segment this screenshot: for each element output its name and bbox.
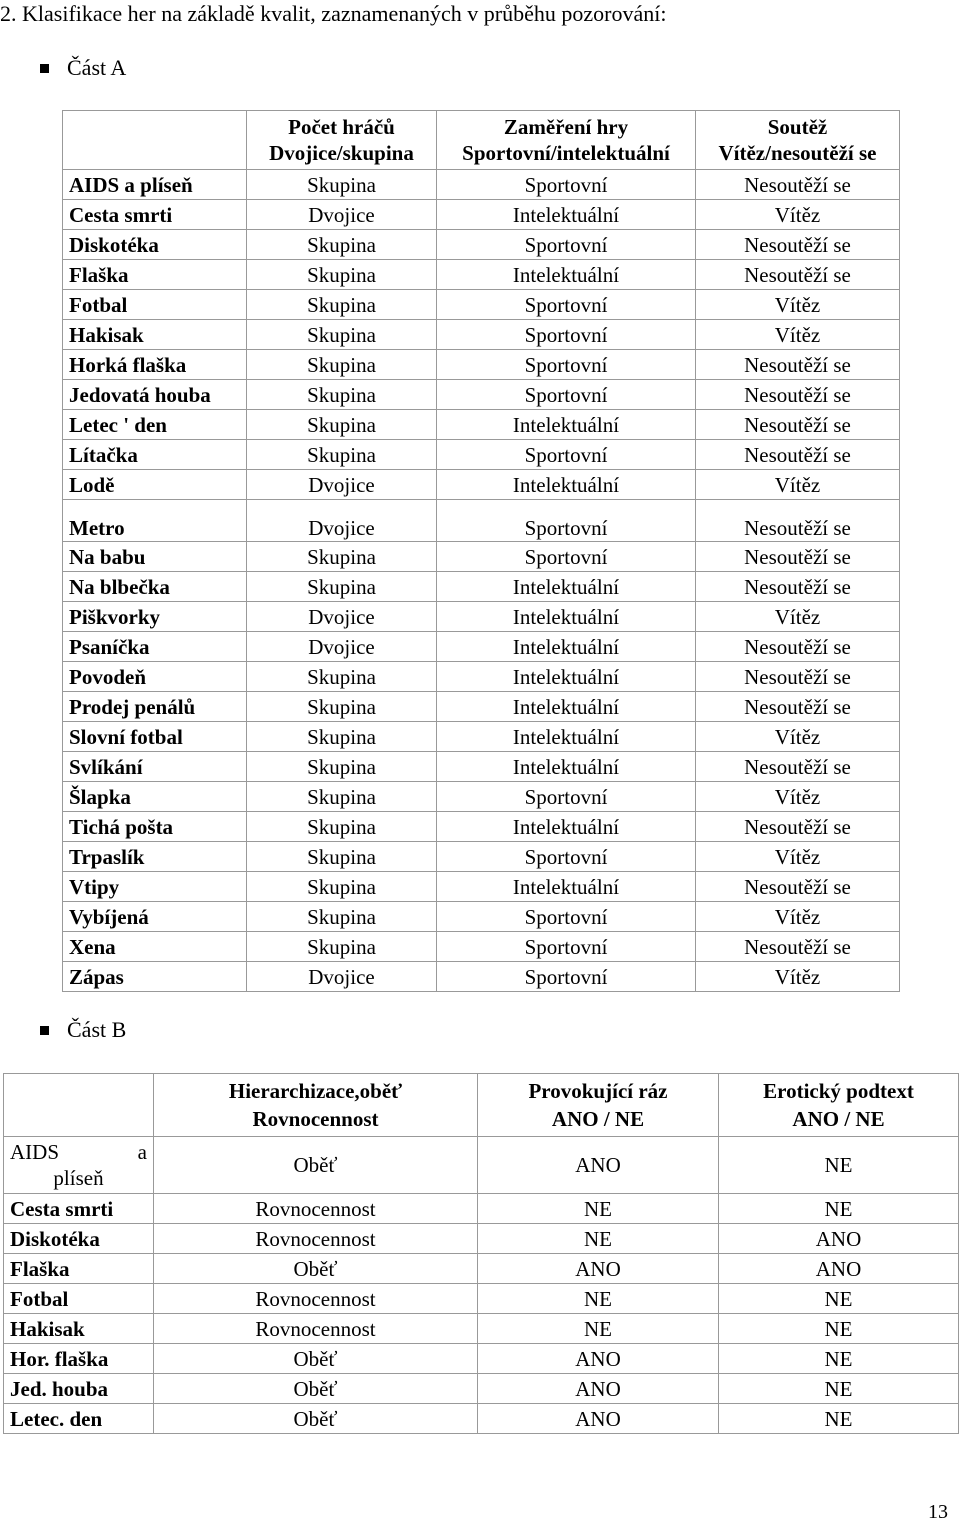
- table-cell: Rovnocennost: [154, 1194, 478, 1224]
- table-cell: Sportovní: [437, 842, 696, 872]
- table-cell: Skupina: [247, 410, 437, 440]
- part-b-label: [40, 1016, 126, 1044]
- row-name: Šlapka: [63, 782, 247, 812]
- table-cell: Nesoutěží se: [696, 440, 900, 470]
- row-name: Svlíkání: [63, 752, 247, 782]
- table-cell: ANO: [478, 1404, 719, 1434]
- table-cell: Skupina: [247, 350, 437, 380]
- table-cell: Sportovní: [437, 230, 696, 260]
- table-cell: Skupina: [247, 872, 437, 902]
- table-cell: Rovnocennost: [154, 1284, 478, 1314]
- table-cell: Nesoutěží se: [696, 752, 900, 782]
- row-name: Xena: [63, 932, 247, 962]
- table-row: [4, 1404, 959, 1434]
- table-row: [63, 500, 900, 542]
- table-cell: Dvojice: [247, 632, 437, 662]
- table-cell: NE: [719, 1137, 959, 1194]
- table-row: [63, 230, 900, 260]
- table-cell: Skupina: [247, 290, 437, 320]
- table-cell: Nesoutěží se: [696, 350, 900, 380]
- table-cell: Skupina: [247, 812, 437, 842]
- table-cell: Nesoutěží se: [696, 692, 900, 722]
- table-cell: Vítěz: [696, 602, 900, 632]
- part-a-label-text: Část A: [67, 55, 127, 80]
- table-cell: Dvojice: [247, 470, 437, 500]
- table-row: [63, 812, 900, 842]
- table-cell: Sportovní: [437, 542, 696, 572]
- table-row: [63, 320, 900, 350]
- table-row: [4, 1254, 959, 1284]
- table-cell: ANO: [478, 1137, 719, 1194]
- table-cell: Dvojice: [247, 602, 437, 632]
- table-cell: Skupina: [247, 572, 437, 602]
- row-name: Letec. den: [4, 1404, 154, 1434]
- table-cell: Vítěz: [696, 782, 900, 812]
- section-heading: 2. Klasifikace her na základě kvalit, zaznamenaných v průběhu pozorování:: [0, 1, 667, 26]
- table-cell: Nesoutěží se: [696, 260, 900, 290]
- table-cell: NE: [719, 1374, 959, 1404]
- table-cell: NE: [478, 1284, 719, 1314]
- table-cell: Vítěz: [696, 470, 900, 500]
- table-cell: Skupina: [247, 782, 437, 812]
- table-cell: Vítěz: [696, 842, 900, 872]
- table-cell: NE: [719, 1344, 959, 1374]
- table-row: [4, 1224, 959, 1254]
- table-row: [63, 722, 900, 752]
- table-row: [63, 932, 900, 962]
- header-empty: [4, 1074, 154, 1137]
- table-row: [4, 1374, 959, 1404]
- table-cell: Nesoutěží se: [696, 812, 900, 842]
- table-row: [4, 1314, 959, 1344]
- table-cell: Intelektuální: [437, 692, 696, 722]
- table-cell: Sportovní: [437, 932, 696, 962]
- row-name: Prodej penálů: [63, 692, 247, 722]
- row-name: Lodě: [63, 470, 247, 500]
- table-cell: Skupina: [247, 230, 437, 260]
- row-name: Metro: [63, 500, 247, 542]
- square-bullet-icon: [40, 64, 49, 73]
- table-cell: Oběť: [154, 1374, 478, 1404]
- table-cell: Skupina: [247, 170, 437, 200]
- table-row: [4, 1194, 959, 1224]
- row-name: Na blbečka: [63, 572, 247, 602]
- table-cell: ANO: [478, 1374, 719, 1404]
- row-name: Trpaslík: [63, 842, 247, 872]
- part-a-label: [40, 54, 126, 82]
- table-cell: Rovnocennost: [154, 1224, 478, 1254]
- table-cell: ANO: [478, 1344, 719, 1374]
- table-row: [63, 842, 900, 872]
- table-cell: Oběť: [154, 1404, 478, 1434]
- row-name: Hor. flaška: [4, 1344, 154, 1374]
- row-name: Horká flaška: [63, 350, 247, 380]
- table-row: [63, 962, 900, 992]
- row-name: Diskotéka: [4, 1224, 154, 1254]
- table-cell: Nesoutěží se: [696, 932, 900, 962]
- table-cell: Intelektuální: [437, 410, 696, 440]
- table-row: [63, 602, 900, 632]
- table-row: [63, 470, 900, 500]
- row-name: Cesta smrti: [63, 200, 247, 230]
- row-name: Fotbal: [4, 1284, 154, 1314]
- table-cell: Sportovní: [437, 500, 696, 542]
- table-row: [63, 260, 900, 290]
- table-row: [4, 1344, 959, 1374]
- table-cell: NE: [719, 1404, 959, 1434]
- part-b-label-text: Část B: [67, 1017, 127, 1042]
- table-cell: Skupina: [247, 902, 437, 932]
- table-header-row: [4, 1074, 959, 1137]
- table-cell: Skupina: [247, 320, 437, 350]
- table-cell: Intelektuální: [437, 812, 696, 842]
- header-hierarchy: Hierarchizace,oběť Rovnocennost: [154, 1074, 478, 1137]
- table-row: [63, 440, 900, 470]
- table-cell: ANO: [478, 1254, 719, 1284]
- table-cell: Intelektuální: [437, 632, 696, 662]
- row-name: Povodeň: [63, 662, 247, 692]
- table-cell: Sportovní: [437, 290, 696, 320]
- row-name: Psaníčka: [63, 632, 247, 662]
- row-name: Na babu: [63, 542, 247, 572]
- header-players: Počet hráčů Dvojice/skupina: [247, 111, 437, 170]
- table-cell: Skupina: [247, 752, 437, 782]
- table-row: [4, 1137, 959, 1194]
- table-cell: Skupina: [247, 932, 437, 962]
- table-cell: Sportovní: [437, 782, 696, 812]
- table-cell: ANO: [719, 1224, 959, 1254]
- part-b-table: [3, 1073, 959, 1434]
- table-cell: NE: [478, 1314, 719, 1344]
- header-competition: Soutěž Vítěz/nesoutěží se: [696, 111, 900, 170]
- table-row: [63, 290, 900, 320]
- table-cell: Nesoutěží se: [696, 410, 900, 440]
- table-cell: Nesoutěží se: [696, 500, 900, 542]
- table-cell: Skupina: [247, 260, 437, 290]
- table-cell: Nesoutěží se: [696, 662, 900, 692]
- header-empty: [63, 111, 247, 170]
- table-cell: Dvojice: [247, 500, 437, 542]
- table-cell: Intelektuální: [437, 602, 696, 632]
- table-cell: Nesoutěží se: [696, 230, 900, 260]
- row-name: AIDS a plíseň: [63, 170, 247, 200]
- row-name: Slovní fotbal: [63, 722, 247, 752]
- table-cell: Skupina: [247, 380, 437, 410]
- table-row: [63, 170, 900, 200]
- table-cell: NE: [719, 1314, 959, 1344]
- table-cell: Skupina: [247, 542, 437, 572]
- header-provocative: Provokující ráz ANO / NE: [478, 1074, 719, 1137]
- row-name: Flaška: [63, 260, 247, 290]
- table-cell: Vítěz: [696, 200, 900, 230]
- table-row: [63, 410, 900, 440]
- row-name: Jedovatá houba: [63, 380, 247, 410]
- row-name: Tichá pošta: [63, 812, 247, 842]
- table-row: [63, 350, 900, 380]
- table-row: [63, 200, 900, 230]
- table-cell: Oběť: [154, 1344, 478, 1374]
- header-focus: Zaměření hry Sportovní/intelektuální: [437, 111, 696, 170]
- table-cell: Skupina: [247, 692, 437, 722]
- table-cell: Intelektuální: [437, 470, 696, 500]
- row-name: Vtipy: [63, 872, 247, 902]
- table-cell: Skupina: [247, 722, 437, 752]
- header-erotic: Erotický podtext ANO / NE: [719, 1074, 959, 1137]
- row-name: Lítačka: [63, 440, 247, 470]
- table-cell: Sportovní: [437, 350, 696, 380]
- row-name: Piškvorky: [63, 602, 247, 632]
- table-cell: Skupina: [247, 662, 437, 692]
- row-name: Diskotéka: [63, 230, 247, 260]
- table-row: [63, 752, 900, 782]
- table-cell: Intelektuální: [437, 572, 696, 602]
- table-cell: Sportovní: [437, 380, 696, 410]
- table-cell: Sportovní: [437, 962, 696, 992]
- row-name: Cesta smrti: [4, 1194, 154, 1224]
- row-name: Fotbal: [63, 290, 247, 320]
- table-header-row: [63, 111, 900, 170]
- table-cell: NE: [478, 1224, 719, 1254]
- table-cell: Nesoutěží se: [696, 872, 900, 902]
- table-cell: Nesoutěží se: [696, 170, 900, 200]
- table-row: [63, 572, 900, 602]
- table-cell: NE: [719, 1284, 959, 1314]
- table-cell: Vítěz: [696, 722, 900, 752]
- table-cell: Vítěz: [696, 290, 900, 320]
- table-cell: Sportovní: [437, 320, 696, 350]
- square-bullet-icon: [40, 1026, 49, 1035]
- table-cell: Skupina: [247, 440, 437, 470]
- table-row: [63, 902, 900, 932]
- table-row: [63, 692, 900, 722]
- table-row: [4, 1284, 959, 1314]
- table-cell: Skupina: [247, 842, 437, 872]
- table-row: [63, 542, 900, 572]
- row-name: Letec ' den: [63, 410, 247, 440]
- row-name: Zápas: [63, 962, 247, 992]
- row-name: Hakisak: [63, 320, 247, 350]
- table-cell: Intelektuální: [437, 662, 696, 692]
- row-name: Flaška: [4, 1254, 154, 1284]
- table-cell: NE: [478, 1194, 719, 1224]
- page-number: 13: [928, 1501, 948, 1523]
- table-cell: NE: [719, 1194, 959, 1224]
- table-cell: Oběť: [154, 1137, 478, 1194]
- row-name: Vybíjená: [63, 902, 247, 932]
- table-cell: Vítěz: [696, 962, 900, 992]
- table-cell: Sportovní: [437, 902, 696, 932]
- part-a-table: [62, 110, 900, 992]
- row-name: AIDS a plíseň: [4, 1137, 154, 1194]
- table-cell: Nesoutěží se: [696, 632, 900, 662]
- table-cell: Dvojice: [247, 200, 437, 230]
- table-cell: Nesoutěží se: [696, 542, 900, 572]
- table-cell: Nesoutěží se: [696, 380, 900, 410]
- table-cell: Sportovní: [437, 440, 696, 470]
- row-name: Hakisak: [4, 1314, 154, 1344]
- table-cell: Vítěz: [696, 902, 900, 932]
- table-row: [63, 662, 900, 692]
- table-row: [63, 380, 900, 410]
- table-cell: ANO: [719, 1254, 959, 1284]
- table-cell: Intelektuální: [437, 872, 696, 902]
- table-cell: Intelektuální: [437, 260, 696, 290]
- table-cell: Dvojice: [247, 962, 437, 992]
- table-cell: Intelektuální: [437, 722, 696, 752]
- table-cell: Nesoutěží se: [696, 572, 900, 602]
- table-cell: Sportovní: [437, 170, 696, 200]
- row-name: Jed. houba: [4, 1374, 154, 1404]
- table-cell: Intelektuální: [437, 200, 696, 230]
- table-cell: Intelektuální: [437, 752, 696, 782]
- table-row: [63, 632, 900, 662]
- table-row: [63, 782, 900, 812]
- table-cell: Oběť: [154, 1254, 478, 1284]
- table-cell: Vítěz: [696, 320, 900, 350]
- table-row: [63, 872, 900, 902]
- table-cell: Rovnocennost: [154, 1314, 478, 1344]
